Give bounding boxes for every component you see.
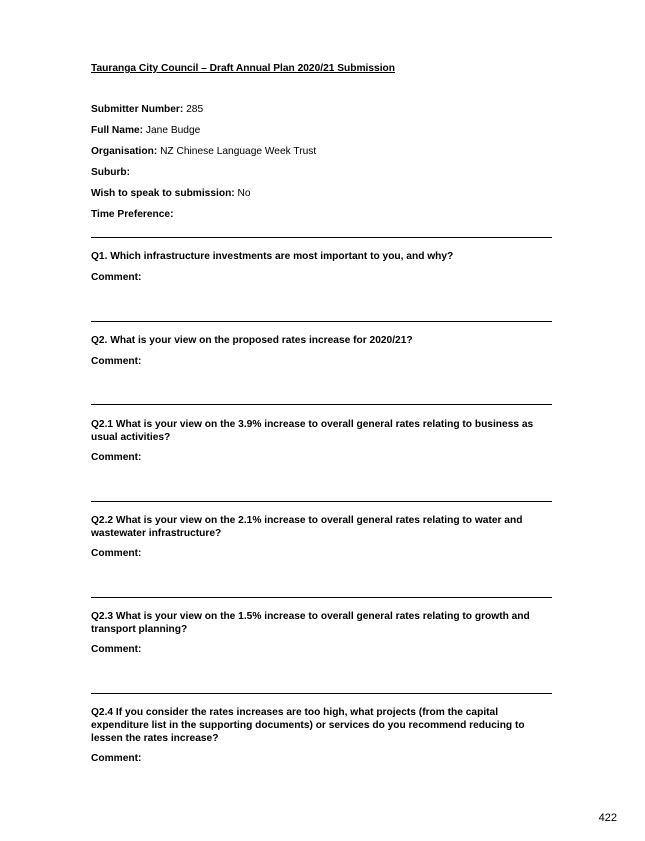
field-time-preference [91, 208, 174, 221]
field-suburb [91, 166, 130, 179]
field-full-name [91, 124, 200, 137]
question-q2-2: Q2.2 What is your view on the 2.1% increase to overall general rates relating to water and wastewater infrastructure? [91, 515, 523, 539]
document-title: Tauranga City Council – Draft Annual Plan 2020/21 Submission [91, 63, 395, 74]
divider-rule [91, 693, 552, 694]
question-q2-1: Q2.1 What is your view on the 3.9% increase to overall general rates relating to business as usual activities? [91, 419, 534, 443]
question-q2-4: Q2.4 If you consider the rates increases are too high, what projects (from the capital expenditure list in the supporting documents) or services do you recommend reducing to lessen the rates increase? [91, 707, 525, 744]
divider-rule [91, 321, 552, 322]
field-label: Organisation: [91, 146, 158, 157]
field-value: Jane Budge [145, 125, 201, 136]
comment-label-q2-1: Comment: [91, 452, 142, 463]
field-label: Wish to speak to submission: [91, 188, 235, 199]
question-q1: Q1. Which infrastructure investments are most important to you, and why? [91, 251, 454, 262]
divider-rule [91, 597, 552, 598]
question-q2: Q2. What is your view on the proposed rates increase for 2020/21? [91, 335, 413, 346]
comment-label-q2-4: Comment: [91, 753, 142, 764]
field-wish-to-speak [91, 187, 251, 200]
divider-rule [91, 237, 552, 238]
field-organisation [91, 145, 316, 158]
comment-label-q1: Comment: [91, 272, 142, 283]
comment-label-q2: Comment: [91, 356, 142, 367]
comment-label-q2-3: Comment: [91, 644, 142, 655]
divider-rule [91, 404, 552, 405]
field-label: Submitter Number: [91, 104, 184, 115]
field-value: No [237, 188, 251, 199]
field-submitter-number [91, 103, 203, 116]
field-value: 285 [186, 104, 204, 115]
divider-rule [91, 501, 552, 502]
field-value: NZ Chinese Language Week Trust [160, 146, 317, 157]
field-label: Full Name: [91, 125, 144, 136]
question-q2-3: Q2.3 What is your view on the 1.5% increase to overall general rates relating to growth and transport planning? [91, 611, 530, 635]
page-number: 422 [598, 812, 617, 824]
field-label: Suburb: [91, 167, 131, 178]
field-label: Time Preference: [91, 209, 174, 220]
comment-label-q2-2: Comment: [91, 548, 142, 559]
